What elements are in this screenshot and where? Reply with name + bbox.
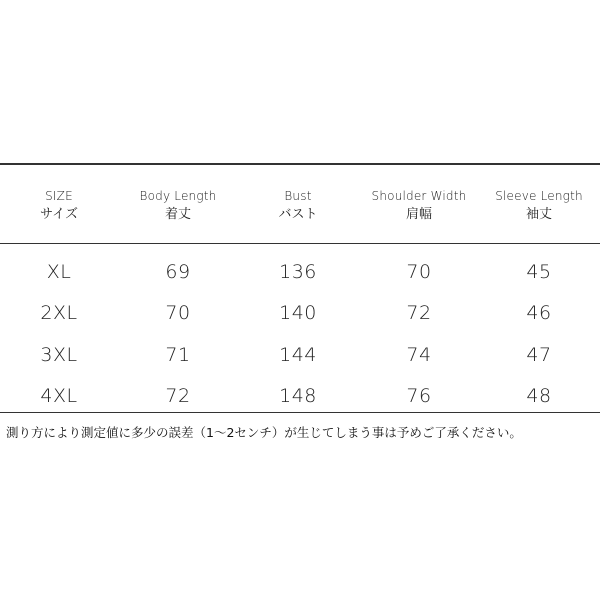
header-shoulder-width — [354, 187, 484, 225]
cell-body-length: 71 — [165, 344, 191, 366]
header-shoulder-width-jp: 肩幅 — [405, 207, 432, 222]
cell-bust: 136 — [279, 261, 317, 283]
table-row — [0, 341, 600, 369]
cell-size: 3XL — [40, 344, 78, 366]
cell-size: 2XL — [40, 302, 78, 324]
cell-size: 4XL — [40, 385, 78, 407]
cell-sleeve-length: 48 — [526, 385, 552, 407]
cell-body-length: 72 — [165, 385, 191, 407]
table-row — [0, 382, 600, 410]
header-size — [0, 187, 124, 225]
cell-shoulder-width: 74 — [406, 344, 432, 366]
header-bust — [233, 187, 363, 225]
cell-body-length: 70 — [165, 302, 191, 324]
cell-body-length: 69 — [165, 261, 191, 283]
header-sleeve-length-en: Sleeve Length — [495, 189, 583, 203]
cell-bust: 140 — [279, 302, 317, 324]
header-size-en: SIZE — [45, 189, 73, 203]
header-body-length-en: Body Length — [139, 189, 217, 203]
table-top-border — [0, 163, 600, 165]
header-bust-en: Bust — [284, 189, 312, 203]
header-divider — [0, 243, 600, 244]
cell-bust: 144 — [279, 344, 317, 366]
cell-size: XL — [46, 261, 72, 283]
cell-sleeve-length: 45 — [526, 261, 552, 283]
table-bottom-border — [0, 412, 600, 413]
table-row — [0, 299, 600, 327]
header-size-jp: サイズ — [40, 207, 78, 222]
header-body-length-jp: 着丈 — [164, 207, 191, 222]
cell-sleeve-length: 46 — [526, 302, 552, 324]
header-sleeve-length-jp: 袖丈 — [525, 207, 552, 222]
table-row — [0, 258, 600, 286]
measurement-note: 測り方により測定値に多少の誤差（1〜2センチ）が生じてしまう事は予めご了承ください。 — [6, 425, 522, 440]
table-header-row — [0, 187, 600, 231]
cell-shoulder-width: 70 — [406, 261, 432, 283]
cell-sleeve-length: 47 — [526, 344, 552, 366]
header-shoulder-width-en: Shoulder Width — [371, 189, 467, 203]
cell-bust: 148 — [279, 385, 317, 407]
header-bust-jp: バスト — [278, 207, 318, 222]
cell-shoulder-width: 76 — [406, 385, 432, 407]
header-body-length — [113, 187, 243, 225]
header-sleeve-length — [474, 187, 600, 225]
cell-shoulder-width: 72 — [406, 302, 432, 324]
